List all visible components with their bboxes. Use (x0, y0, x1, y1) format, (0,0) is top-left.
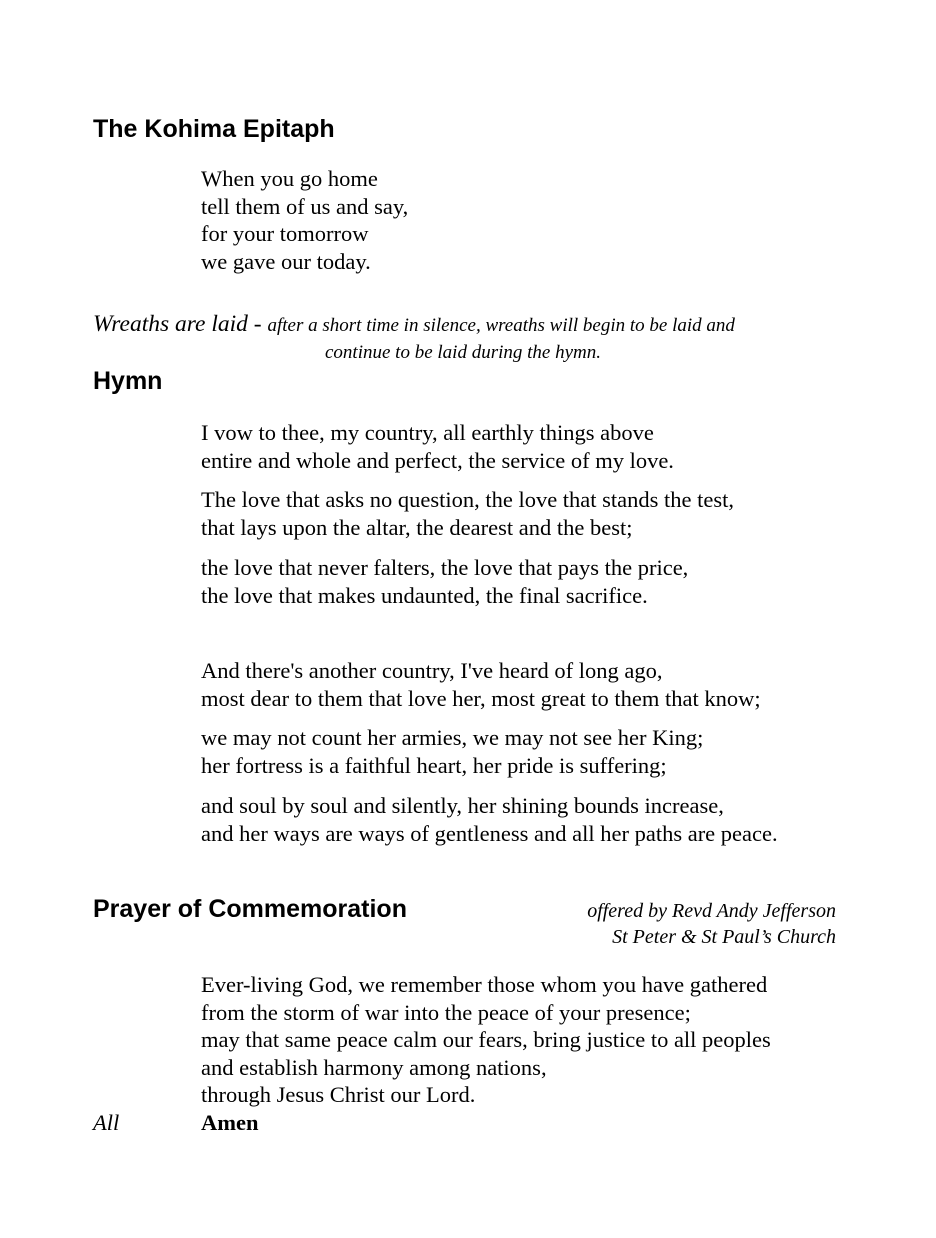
hymn-line: The love that asks no question, the love that stands the test, (201, 487, 735, 512)
prayer-text (201, 971, 771, 1109)
prayer-attribution (587, 898, 836, 950)
hymn-stanza (201, 657, 761, 712)
hymn-line: entire and whole and perfect, the service of my love. (201, 447, 674, 473)
hymn-stanza (201, 486, 734, 541)
kohima-line: for your tomorrow (201, 221, 369, 246)
prayer-line: Ever-living God, we remember those whom you have gathered (201, 972, 768, 997)
prayer-line: and establish harmony among nations, (201, 1054, 547, 1080)
hymn-line: and her ways are ways of gentleness and all her paths are peace. (201, 820, 778, 846)
hymn-line: I vow to thee, my country, all earthly things above (201, 420, 654, 445)
hymn-stanza (201, 419, 674, 474)
hymn-line: and soul by soul and silently, her shining bounds increase, (201, 793, 724, 818)
prayer-line: may that same peace calm our fears, bring justice to all peoples (201, 1027, 771, 1052)
kohima-line: When you go home (201, 166, 378, 191)
hymn-line: the love that makes undaunted, the final sacrifice. (201, 582, 648, 608)
congregation-label: All (93, 1110, 120, 1135)
wreaths-instruction-line2: continue to be laid during the hymn. (325, 342, 601, 363)
amen-response: Amen (201, 1110, 259, 1135)
hymn-line: we may not count her armies, we may not see her King; (201, 725, 704, 750)
kohima-line: we gave our today. (201, 248, 371, 274)
hymn-stanza (201, 792, 778, 847)
wreaths-rubric (93, 311, 833, 366)
hymn-line: that lays upon the altar, the dearest and the best; (201, 514, 633, 540)
kohima-epitaph-text (201, 165, 408, 275)
prayer-line: through Jesus Christ our Lord. (201, 1082, 476, 1107)
hymn-line: the love that never falters, the love that pays the price, (201, 555, 689, 580)
church-name: St Peter & St Paul’s Church (612, 926, 836, 948)
hymn-stanza (201, 554, 688, 609)
hymn-heading: Hymn (93, 367, 163, 395)
hymn-line: And there's another country, I've heard of long ago, (201, 658, 663, 683)
offered-by: offered by Revd Andy Jefferson (587, 900, 836, 922)
prayer-heading: Prayer of Commemoration (93, 895, 407, 923)
wreaths-lead: Wreaths are laid (93, 311, 248, 337)
kohima-line: tell them of us and say, (201, 193, 409, 219)
wreaths-instruction: after a short time in silence, wreaths will begin to be laid and (267, 315, 735, 336)
hymn-stanza (201, 724, 703, 779)
wreaths-rubric-line1 (93, 311, 833, 339)
prayer-line: from the storm of war into the peace of your presence; (201, 999, 691, 1025)
wreaths-dash: - (247, 311, 268, 337)
hymn-line: most dear to them that love her, most great to them that know; (201, 685, 761, 711)
kohima-epitaph-heading: The Kohima Epitaph (93, 115, 335, 143)
hymn-line: her fortress is a faithful heart, her pride is suffering; (201, 752, 667, 778)
